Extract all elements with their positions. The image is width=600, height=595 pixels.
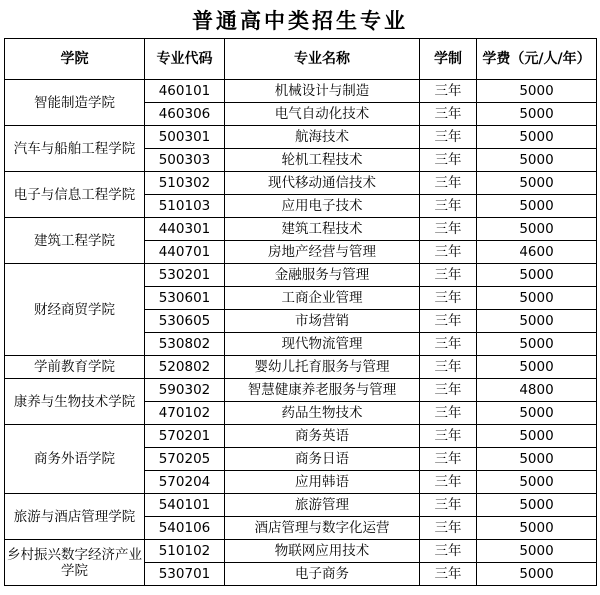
- major-name-cell: 现代移动通信技术: [225, 172, 420, 195]
- college-cell: 旅游与酒店管理学院: [5, 494, 145, 540]
- major-name-cell: 物联网应用技术: [225, 540, 420, 563]
- major-code-cell: 510103: [145, 195, 225, 218]
- college-cell: 建筑工程学院: [5, 218, 145, 264]
- header-duration: 学制: [420, 39, 477, 80]
- major-code-cell: 460306: [145, 103, 225, 126]
- tuition-cell: 5000: [477, 126, 597, 149]
- duration-cell: 三年: [420, 218, 477, 241]
- college-cell: 电子与信息工程学院: [5, 172, 145, 218]
- major-code-cell: 530601: [145, 287, 225, 310]
- admissions-table: [4, 38, 597, 586]
- major-code-cell: 460101: [145, 80, 225, 103]
- tuition-cell: 5000: [477, 356, 597, 379]
- duration-cell: 三年: [420, 103, 477, 126]
- table-row: [5, 264, 597, 287]
- major-name-cell: 药品生物技术: [225, 402, 420, 425]
- tuition-cell: 5000: [477, 287, 597, 310]
- college-cell: 学前教育学院: [5, 356, 145, 379]
- college-cell: 财经商贸学院: [5, 264, 145, 356]
- duration-cell: 三年: [420, 80, 477, 103]
- major-code-cell: 500303: [145, 149, 225, 172]
- major-name-cell: 旅游管理: [225, 494, 420, 517]
- college-cell: 智能制造学院: [5, 80, 145, 126]
- major-name-cell: 电子商务: [225, 563, 420, 586]
- tuition-cell: 5000: [477, 402, 597, 425]
- major-name-cell: 商务英语: [225, 425, 420, 448]
- duration-cell: 三年: [420, 563, 477, 586]
- major-name-cell: 房地产经营与管理: [225, 241, 420, 264]
- duration-cell: 三年: [420, 494, 477, 517]
- header-major-code: 专业代码: [145, 39, 225, 80]
- tuition-cell: 5000: [477, 80, 597, 103]
- tuition-cell: 5000: [477, 494, 597, 517]
- major-name-cell: 酒店管理与数字化运营: [225, 517, 420, 540]
- major-code-cell: 530802: [145, 333, 225, 356]
- duration-cell: 三年: [420, 195, 477, 218]
- duration-cell: 三年: [420, 379, 477, 402]
- duration-cell: 三年: [420, 425, 477, 448]
- major-code-cell: 530605: [145, 310, 225, 333]
- table-body: [5, 80, 597, 586]
- major-name-cell: 现代物流管理: [225, 333, 420, 356]
- duration-cell: 三年: [420, 149, 477, 172]
- tuition-cell: 5000: [477, 103, 597, 126]
- major-name-cell: 市场营销: [225, 310, 420, 333]
- major-name-cell: 机械设计与制造: [225, 80, 420, 103]
- major-code-cell: 510302: [145, 172, 225, 195]
- table-row: [5, 126, 597, 149]
- tuition-cell: 5000: [477, 425, 597, 448]
- major-name-cell: 建筑工程技术: [225, 218, 420, 241]
- major-code-cell: 590302: [145, 379, 225, 402]
- tuition-cell: 5000: [477, 172, 597, 195]
- major-code-cell: 440701: [145, 241, 225, 264]
- tuition-cell: 5000: [477, 333, 597, 356]
- major-code-cell: 530701: [145, 563, 225, 586]
- major-code-cell: 540101: [145, 494, 225, 517]
- major-code-cell: 510102: [145, 540, 225, 563]
- major-code-cell: 540106: [145, 517, 225, 540]
- duration-cell: 三年: [420, 310, 477, 333]
- duration-cell: 三年: [420, 287, 477, 310]
- table-row: [5, 356, 597, 379]
- header-tuition: 学费（元/人/年）: [477, 39, 597, 80]
- tuition-cell: 4800: [477, 379, 597, 402]
- major-name-cell: 轮机工程技术: [225, 149, 420, 172]
- table-row: [5, 494, 597, 517]
- duration-cell: 三年: [420, 333, 477, 356]
- duration-cell: 三年: [420, 517, 477, 540]
- tuition-cell: 5000: [477, 540, 597, 563]
- tuition-cell: 5000: [477, 218, 597, 241]
- major-name-cell: 智慧健康养老服务与管理: [225, 379, 420, 402]
- tuition-cell: 5000: [477, 517, 597, 540]
- table-row: [5, 218, 597, 241]
- duration-cell: 三年: [420, 540, 477, 563]
- tuition-cell: 5000: [477, 264, 597, 287]
- major-name-cell: 商务日语: [225, 448, 420, 471]
- college-cell: 乡村振兴数字经济产业学院: [5, 540, 145, 586]
- major-code-cell: 530201: [145, 264, 225, 287]
- duration-cell: 三年: [420, 264, 477, 287]
- major-code-cell: 570204: [145, 471, 225, 494]
- page-title: 普通高中类招生专业: [192, 8, 408, 33]
- major-code-cell: 440301: [145, 218, 225, 241]
- tuition-cell: 5000: [477, 195, 597, 218]
- major-name-cell: 应用电子技术: [225, 195, 420, 218]
- major-name-cell: 婴幼儿托育服务与管理: [225, 356, 420, 379]
- duration-cell: 三年: [420, 172, 477, 195]
- major-code-cell: 570205: [145, 448, 225, 471]
- duration-cell: 三年: [420, 402, 477, 425]
- major-name-cell: 航海技术: [225, 126, 420, 149]
- major-code-cell: 570201: [145, 425, 225, 448]
- tuition-cell: 5000: [477, 471, 597, 494]
- major-code-cell: 500301: [145, 126, 225, 149]
- major-code-cell: 470102: [145, 402, 225, 425]
- tuition-cell: 5000: [477, 149, 597, 172]
- major-name-cell: 应用韩语: [225, 471, 420, 494]
- table-row: [5, 379, 597, 402]
- tuition-cell: 4600: [477, 241, 597, 264]
- duration-cell: 三年: [420, 448, 477, 471]
- table-row: [5, 80, 597, 103]
- tuition-cell: 5000: [477, 448, 597, 471]
- table-row: [5, 540, 597, 563]
- table-row: [5, 425, 597, 448]
- table-row: [5, 172, 597, 195]
- major-name-cell: 工商企业管理: [225, 287, 420, 310]
- table-header-row: [5, 39, 597, 80]
- duration-cell: 三年: [420, 471, 477, 494]
- major-code-cell: 520802: [145, 356, 225, 379]
- tuition-cell: 5000: [477, 310, 597, 333]
- tuition-cell: 5000: [477, 563, 597, 586]
- college-cell: 康养与生物技术学院: [5, 379, 145, 425]
- college-cell: 商务外语学院: [5, 425, 145, 494]
- major-name-cell: 金融服务与管理: [225, 264, 420, 287]
- duration-cell: 三年: [420, 356, 477, 379]
- duration-cell: 三年: [420, 241, 477, 264]
- major-name-cell: 电气自动化技术: [225, 103, 420, 126]
- header-major-name: 专业名称: [225, 39, 420, 80]
- header-college: 学院: [5, 39, 145, 80]
- college-cell: 汽车与船舶工程学院: [5, 126, 145, 172]
- duration-cell: 三年: [420, 126, 477, 149]
